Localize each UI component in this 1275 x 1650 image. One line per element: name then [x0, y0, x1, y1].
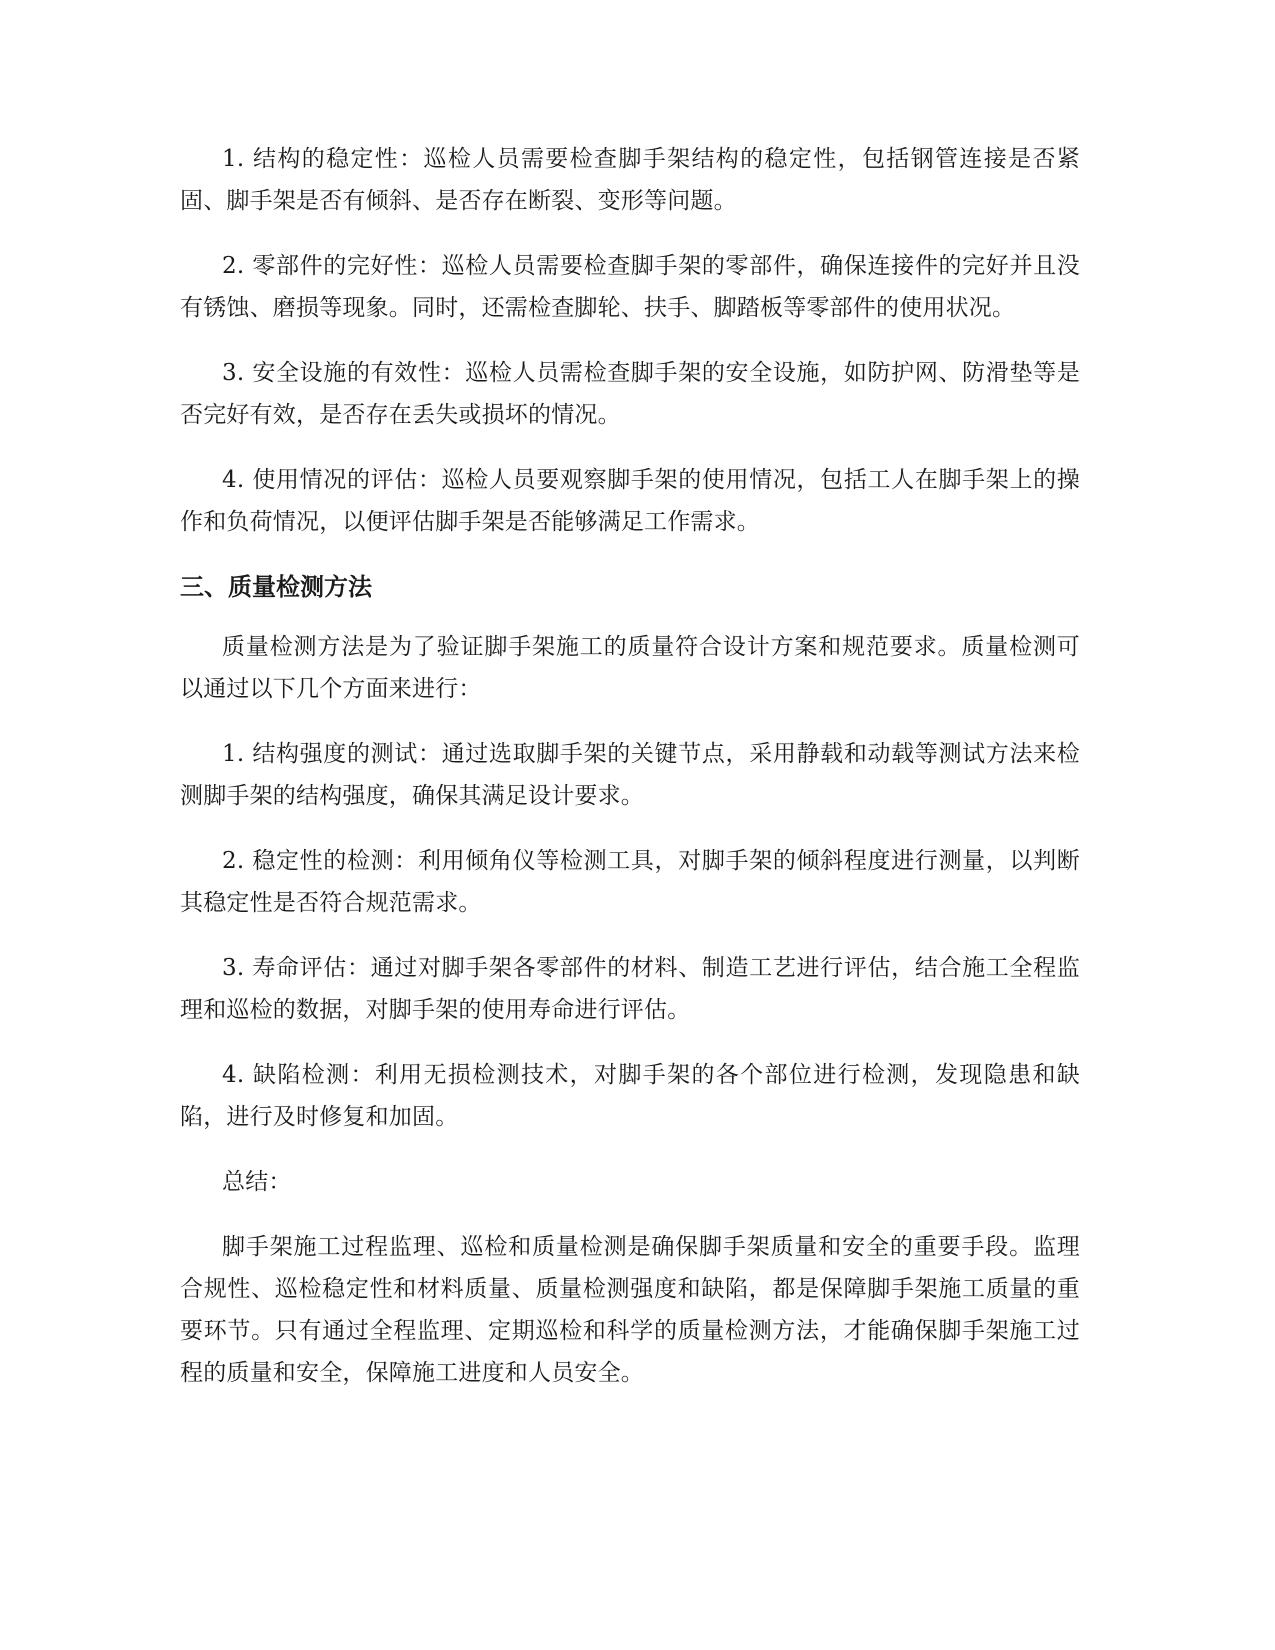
testing-item-structure-strength: 1. 结构强度的测试：通过选取脚手架的关键节点，采用静载和动载等测试方法来检测脚手架的结构强度，确保其满足设计要求。	[180, 741, 1080, 809]
testing-item-lifespan: 3. 寿命评估：通过对脚手架各零部件的材料、制造工艺进行评估，结合施工全程监理和巡检的数据，对脚手架的使用寿命进行评估。	[180, 955, 1080, 1023]
inspection-item-structure-stability: 1. 结构的稳定性：巡检人员需要检查脚手架结构的稳定性，包括钢管连接是否紧固、脚手架是否有倾斜、是否存在断裂、变形等问题。	[180, 146, 1080, 214]
inspection-item-parts-integrity: 2. 零部件的完好性：巡检人员需要检查脚手架的零部件，确保连接件的完好并且没有锈蚀、磨损等现象。同时，还需检查脚轮、扶手、脚踏板等零部件的使用状况。	[180, 253, 1080, 321]
document-page	[180, 138, 1080, 1417]
testing-item-stability: 2. 稳定性的检测：利用倾角仪等检测工具，对脚手架的倾斜程度进行测量，以判断其稳定性是否符合规范需求。	[180, 848, 1080, 916]
summary-text: 脚手架施工过程监理、巡检和质量检测是确保脚手架质量和安全的重要手段。监理合规性、巡检稳定性和材料质量、质量检测强度和缺陷，都是保障脚手架施工质量的重要环节。只有通过全程监理、定期巡检和科学的质量检测方法，才能确保脚手架施工过程的质量和安全，保障施工进度和人员安全。	[180, 1234, 1080, 1386]
section-heading-quality-testing: 三、质量检测方法	[180, 573, 372, 601]
inspection-item-usage-evaluation: 4. 使用情况的评估：巡检人员要观察脚手架的使用情况，包括工人在脚手架上的操作和负荷情况，以便评估脚手架是否能够满足工作需求。	[180, 467, 1080, 535]
inspection-item-safety-facilities: 3. 安全设施的有效性：巡检人员需检查脚手架的安全设施，如防护网、防滑垫等是否完好有效，是否存在丢失或损坏的情况。	[180, 360, 1080, 428]
quality-testing-intro: 质量检测方法是为了验证脚手架施工的质量符合设计方案和规范要求。质量检测可以通过以下几个方面来进行：	[180, 634, 1080, 702]
summary-label: 总结：	[222, 1169, 292, 1195]
testing-item-defects: 4. 缺陷检测：利用无损检测技术，对脚手架的各个部位进行检测，发现隐患和缺陷，进行及时修复和加固。	[180, 1062, 1080, 1130]
